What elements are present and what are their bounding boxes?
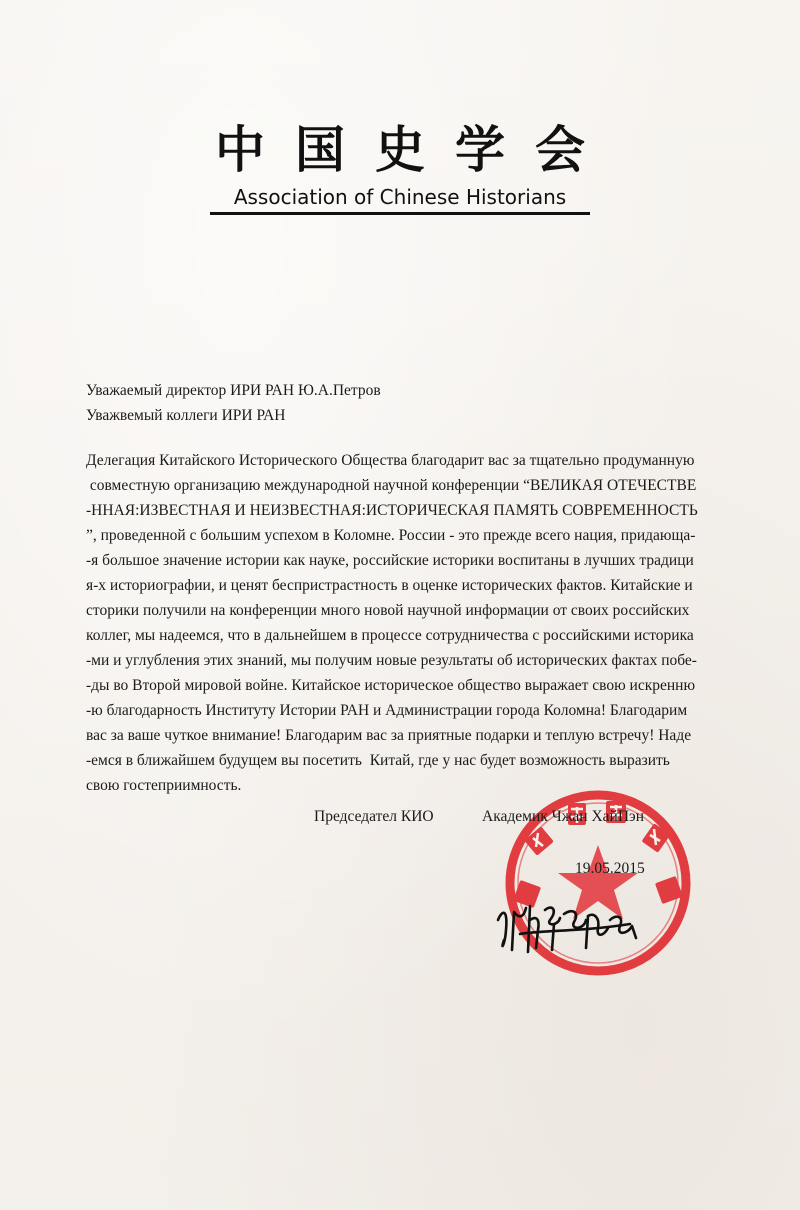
- body-line: -емся в ближайшем будущем вы посетить Китай, где у нас будет возможность выразить: [86, 752, 670, 769]
- title-char-1: 中: [215, 120, 265, 179]
- salutation-line-colleagues: Уважвемый коллеги ИРИ РАН: [86, 407, 286, 424]
- title-char-3: 史: [375, 120, 425, 179]
- body-line: -я большое значение истории как науке, российские историки воспитаны в лучших традици: [86, 552, 694, 569]
- body-line: вас за ваше чуткое внимание! Благодарим вас за приятные подарки и теплую встречу! Наде: [86, 727, 692, 744]
- body-line: совместную организацию международной научной конференции “ВЕЛИКАЯ ОТЕЧЕСТВЕ: [86, 477, 697, 494]
- body-line: -ми и углубления этих знаний, мы получим новые результаты об исторических фактах побе-: [86, 652, 697, 669]
- body-line: Делегация Китайского Исторического Общества благодарит вас за тщательно продуманную: [86, 452, 695, 469]
- body-line: -ды во Второй мировой войне. Китайское историческое общество выражает свою искренню: [86, 677, 696, 694]
- body-line: свою гостеприимность.: [86, 777, 242, 794]
- body-line: -ю благодарность Институту Истории РАН и Администрации города Коломна! Благодарим: [86, 702, 688, 719]
- salutation: [86, 378, 381, 428]
- signature-date: 19.05.2015: [575, 860, 645, 877]
- chairman-label: Председател КИО: [314, 808, 434, 825]
- signature-block: [0, 808, 800, 1008]
- salutation-line-director: Уважаемый директор ИРИ РАН Ю.А.Петров: [86, 382, 381, 399]
- letterhead-english-title: Association of Chinese Historians: [233, 185, 567, 209]
- letterhead-underline: [210, 212, 590, 215]
- body-line: -ННАЯ:ИЗВЕСТНАЯ И НЕИЗВЕСТНАЯ:ИСТОРИЧЕСКАЯ ПАМЯТЬ СОВРЕМЕННОСТЬ: [86, 502, 698, 519]
- title-char-4: 学: [455, 120, 505, 179]
- body-line: ”, проведенной с большим успехом в Коломне. России - это прежде всего нация, придающа-: [86, 527, 696, 544]
- title-char-5: 会: [535, 120, 585, 179]
- title-char-2: 国: [295, 120, 345, 179]
- body-line: коллег, мы надеемся, что в дальнейшем в процессе сотрудничества с российскими историка: [86, 627, 694, 644]
- body-line: сторики получили на конференции много новой научной информации от своих российских: [86, 602, 690, 619]
- handwritten-signature: [490, 890, 650, 960]
- letterhead-chinese-title: [205, 115, 595, 185]
- letter-body: [86, 448, 746, 798]
- body-line: я-х историографии, и ценят беспристрастность в оценке исторических фактов. Китайские и: [86, 577, 693, 594]
- academic-name: Академик Чжан ХайПэн: [482, 808, 644, 825]
